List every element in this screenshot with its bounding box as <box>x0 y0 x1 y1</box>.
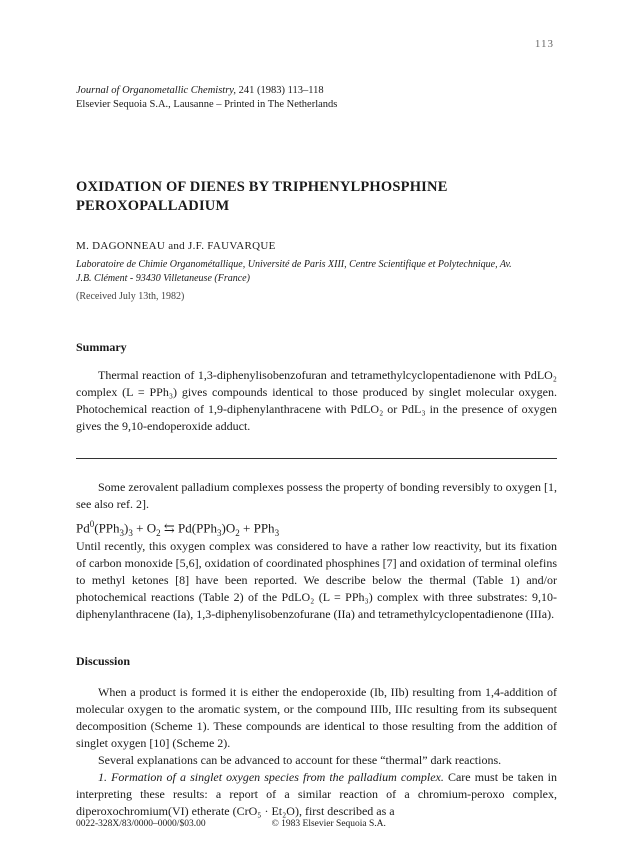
discussion-body <box>76 684 557 820</box>
page-number: 113 <box>534 38 554 50</box>
affiliation-line-2: J.B. Clément - 93430 Villetaneuse (France) <box>76 273 250 284</box>
eq-sub: 3 <box>119 527 125 538</box>
eq-oxygen: + O <box>132 520 157 536</box>
discussion-paragraph-2: Several explanations can be advanced to account for these “thermal” dark reactions. <box>98 753 502 767</box>
title-line-2: PEROXOPALLADIUM <box>76 198 230 214</box>
eq-sub: 3 <box>274 527 280 538</box>
discussion-paragraph-3 <box>76 769 557 820</box>
article-code: 0022-328X/83/0000–0000/$03.00 <box>76 819 206 829</box>
section-divider <box>76 458 557 459</box>
eq-product: Pd(PPh <box>178 520 218 536</box>
eq-ox-state: 0 <box>89 519 95 529</box>
eq-paren: ) <box>124 520 129 536</box>
subsection-text: Care must be taken in interpreting these results: a report of a similar reaction of a chromium-peroxo complex, diperoxochromium(VI) etherate (CrO₅ · Et₂O), first described as a <box>76 770 558 818</box>
eq-sub: 2 <box>156 527 161 538</box>
eq-pd: Pd <box>76 520 90 536</box>
publisher-line: Elsevier Sequoia S.A., Lausanne – Printed in The Netherlands <box>76 99 338 110</box>
eq-sub: 2 <box>235 527 240 538</box>
body-paragraph: Until recently, this oxygen complex was considered to have a rather low reactivity, but its fixation of carbon monoxide [5,6], oxidation of coordinated phosphines [7] and oxidation of terminal olefins to methyl ketones [8] have been reported. We describe below the thermal (Table 1) and/or photochemical reactions (Table 2) of the PdLO₂ (L = PPh₃) complex with three substrates: 9,10-diphenylanthracene (Ia), 1,3-diphenylisobenzofurane (IIa) and tetramethylcyclopentadienone (IIIa). <box>76 539 557 621</box>
received-date: (Received July 13th, 1982) <box>76 291 185 302</box>
journal-reference: 241 (1983) 113–118 <box>236 85 324 96</box>
authors: M. DAGONNEAU and J.F. FAUVARQUE <box>76 240 276 252</box>
affiliation <box>76 258 556 286</box>
discussion-paragraph-1: When a product is formed it is either the endoperoxide (Ib, IIb) resulting from 1,4-addition of molecular oxygen to the aromatic system, or the compound IIIb, IIIc resulting from its subsequent decomposition (Scheme 1). These compounds are identical to those resulting from the addition of singlet oxygen [10] (Scheme 2). <box>76 685 557 750</box>
affiliation-line-1: Laboratoire de Chimie Organométallique, Université de Paris XIII, Centre Scientifique et Polytechnique, Av. <box>76 259 512 270</box>
summary-heading: Summary <box>76 340 127 354</box>
page-footer <box>76 819 402 829</box>
eq-equilibrium-arrow: ⇆ <box>160 520 179 536</box>
eq-product-o: )O <box>221 520 236 536</box>
journal-citation <box>76 84 337 98</box>
journal-title: Journal of Organometallic Chemistry, <box>76 85 237 96</box>
subsection-title: 1. Formation of a singlet oxygen species from the palladium complex. <box>98 770 444 784</box>
eq-pph-free: + PPh <box>239 520 275 536</box>
eq-sub: 3 <box>128 527 133 538</box>
discussion-heading: Discussion <box>76 654 131 668</box>
title-line-1: OXIDATION OF DIENES BY TRIPHENYLPHOSPHINE <box>76 179 448 195</box>
eq-sub: 3 <box>217 527 222 538</box>
summary-text: Thermal reaction of 1,3-diphenylisobenzofuran and tetramethylcyclopentadienone with PdLO₂ complex (L = PPh₃) gives compounds identical to those produced by singlet molecular oxygen. Photochemical reaction of 1,9-diphenylanthracene with PdLO₂ or PdL₃ in the presence of oxygen gives the 9,10-endoperoxide adduct. <box>76 368 557 433</box>
article-title <box>76 178 556 216</box>
intro-paragraph: Some zerovalent palladium complexes possess the property of bonding reversibly to oxygen [1, see also ref. 2]. <box>76 480 557 511</box>
journal-header <box>76 84 337 112</box>
eq-pph: (PPh <box>94 520 120 536</box>
reaction-equation <box>76 519 279 538</box>
copyright: © 1983 Elsevier Sequoia S.A. <box>271 819 386 829</box>
